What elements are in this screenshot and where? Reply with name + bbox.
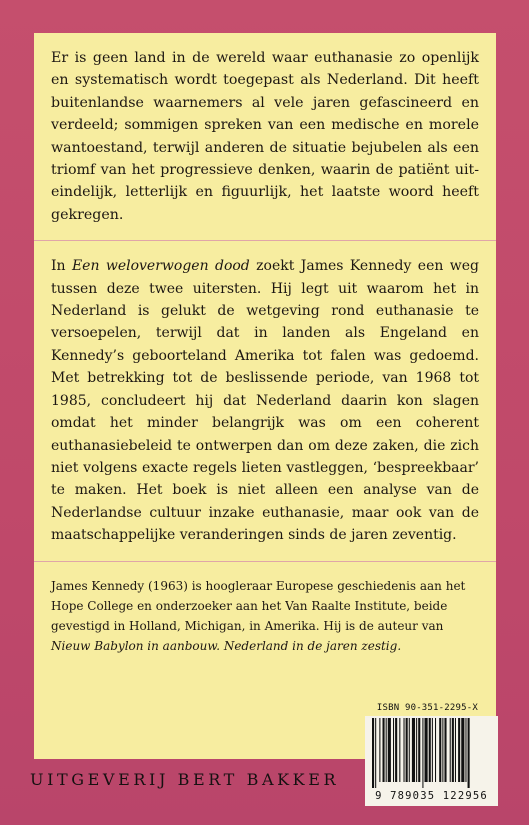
barcode-bar (452, 718, 454, 782)
barcode-bar (468, 718, 470, 788)
previous-book-title: Nieuw Babylon in aanbouw. Nederland in de jaren zestig. (51, 638, 402, 653)
barcode-bar (395, 718, 397, 782)
author-bio (51, 576, 479, 656)
barcode-bar (404, 718, 405, 782)
summary-text: zoekt James Kennedy een weg tussen deze twee uitersten. Hij legt uit waarom het in Nederland is gelukt de wetgeving rond euthanasie te versoepelen, terwijl dat in landen als Engeland en Kennedy’s geboorteland Amerika tot falen was gedoemd. Met betrekking tot de beslissende periode, van 1968 tot 1985, concludeert hij dat Nederland daarin kon slagen omdat het minder belangrijk was om een coherent euthanasiebeleid te ontwerpen dan om deze zaken, die zich niet volgens exacte regels lieten vastleggen, ‘bespreekbaar’ te maken. Het boek is niet alleen een analyse van de Nederlandse cultuur inzake euthanasie, maar ook van de maatschappelijke veranderingen sinds de jaren zeventig. (51, 258, 479, 544)
barcode-bar (461, 718, 464, 782)
barcode-bar (416, 718, 417, 782)
divider (34, 561, 496, 562)
barcode-bar (429, 718, 431, 782)
barcode-bar (465, 718, 466, 782)
barcode-bar (442, 718, 443, 782)
barcode-bar (399, 718, 400, 782)
barcode-bar (375, 718, 376, 788)
intro-paragraph: Er is geen land in de wereld waar euthanasie zo openlijk en systematisch wordt toegepast als Nederland. Dit heeft buitenlandse waarnemers al vele jaren gefascineerd en verdeeld; sommigen spreken van een medische en morele wantoestand, terwijl anderen de situatie bejubelen als een triomf van het progressieve denken, waarin de patiënt uiteindelijk, letterlijk en figuurlijk, het laatste woord heeft gekregen. (51, 50, 479, 223)
barcode-bar (406, 718, 408, 782)
barcode-bar (435, 718, 436, 782)
barcode-bar (450, 718, 451, 782)
barcode-bar (439, 718, 441, 782)
barcode-bar (455, 718, 456, 782)
bio-text: James Kennedy (1963) is hoogleraar Europese geschiedenis aan het Hope College en onderzoeker aan het Van Raalte Institute, beide gevestigd in Holland, Michigan, in Amerika. Hij is de auteur van (51, 578, 466, 633)
barcode-bar (388, 718, 391, 782)
barcode-bar (383, 718, 385, 782)
barcode-bar (412, 718, 415, 782)
summary-prefix: In (51, 258, 72, 275)
barcode-bar (418, 718, 420, 782)
divider (34, 240, 496, 241)
summary-paragraph (51, 255, 479, 546)
barcode-bar (444, 718, 446, 782)
barcode-bar (425, 718, 428, 782)
barcode-bar (372, 718, 374, 788)
book-title: Een weloverwogen dood (71, 258, 250, 275)
isbn-label: ISBN 90-351-2295-X (376, 703, 478, 713)
barcode (365, 716, 498, 806)
publisher-name: UITGEVERIJ BERT BAKKER (30, 770, 340, 789)
blurb-panel (34, 33, 496, 759)
barcode-bar (379, 718, 380, 782)
barcode-bar (458, 718, 460, 782)
barcode-bars (368, 718, 495, 788)
barcode-bar (432, 718, 433, 782)
barcode-bar (386, 718, 387, 782)
barcode-bar (393, 718, 394, 782)
barcode-bar (409, 718, 410, 782)
barcode-number: 9 789035 122956 (375, 790, 488, 802)
barcode-bar (422, 718, 423, 788)
